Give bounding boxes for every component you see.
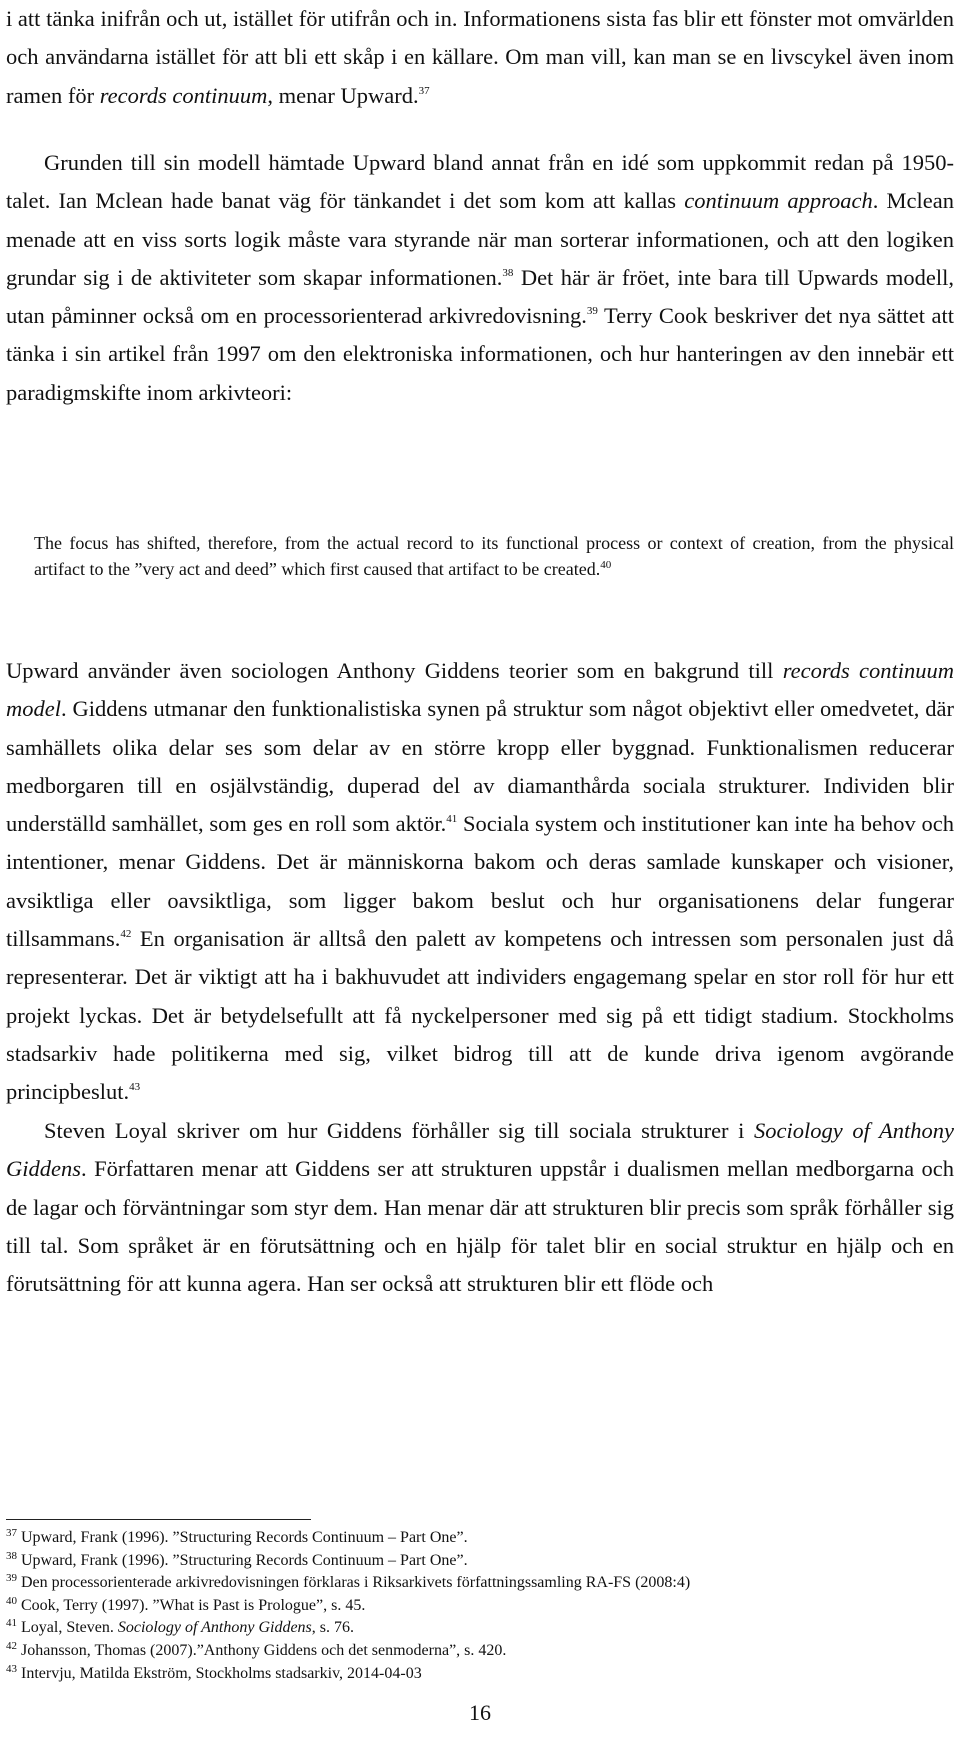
footnote-37 [6, 1527, 954, 1550]
footnote-ref: 38 [502, 266, 514, 279]
footnote-ref: 41 [446, 813, 458, 826]
text-run: . Giddens utmanar den funktionalistiska synen på struktur som något objektivt eller omedvetet, där samhällets olika delar ses som delar av en större kropp eller byggnad. Funktionalismen reducerar medborgaren till en osjälvständig, duperad del av diamanthårda sociala strukturer. Individen blir underställd samhället, som ges en roll som aktör. [6, 696, 954, 837]
text-run: i att tänka inifrån och ut, istället för utifrån och in. Informationens sista fas blir ett fönster mot omvärlden och användarna istället för att bli ett skåp i en källare. Om man vill, kan man se en livscykel även inom ramen för [6, 6, 954, 108]
text-run: Steven Loyal skriver om hur Giddens förhåller sig till sociala strukturer i [44, 1118, 754, 1143]
italic-term: continuum approach [684, 188, 873, 214]
paragraph-3 [6, 652, 954, 1112]
paragraph-4 [6, 1112, 954, 1303]
footnote-ref: 40 [600, 559, 612, 571]
italic-term: Sociology of Anthony Giddens [6, 1118, 954, 1182]
footnote-ref: 42 [120, 928, 132, 941]
footnote-text: , s. 76. [311, 1619, 355, 1637]
text-run: En organisation är alltså den palett av kompetens och intressen som personalen just då representerar. Det är viktigt att ha i bakhuvudet att individers engagemang spelar en stor roll för hur ett projekt lyckas. Det är betydelsefullt att få nyckelpersoner med sig på ett tidigt stadium. Stockholms stadsarkiv hade politikerna med sig, vilket bidrog till att de kunde driva igenom avgörande principbeslut. [6, 926, 954, 1105]
footnote-text: Den processorienterade arkivredovisningen förklaras i Riksarkivets författningssamling RA-FS (2008:4) [21, 1574, 691, 1592]
quote-text: The focus has shifted, therefore, from the actual record to its functional process or context of creation, from the physical artifact to the ”very act and deed” which first caused that artifact to be created. [34, 533, 954, 579]
italic-term: records continuum model [6, 658, 955, 722]
text-run: Terry Cook beskriver det nya sättet att tänka i sin artikel från 1997 om den elektroniska informationen, och hur hanteringen av den innebär ett paradigmskifte inom arkivteori: [6, 303, 954, 405]
footnote-number: 39 [6, 1572, 17, 1585]
block-quote [34, 530, 954, 582]
text-run: Sociala system och institutioner kan inte ha behov och intentioner, menar Giddens. Det är människorna bakom och deras samlade kunskaper och visioner, avsiktliga eller oavsiktliga, som ligger bakom beslut och hur organisationens delar fungerar tillsammans. [6, 811, 954, 952]
footnote-text: Intervju, Matilda Ekström, Stockholms stadsarkiv, 2014-04-03 [21, 1664, 422, 1682]
paragraph-1 [6, 0, 954, 115]
footnote-ref: 39 [586, 305, 598, 318]
page-number: 16 [469, 1700, 491, 1725]
footnote-number: 41 [6, 1617, 17, 1630]
footnote-number: 43 [6, 1662, 17, 1675]
footnote-38 [6, 1550, 954, 1573]
footnotes [6, 1527, 954, 1685]
footnote-number: 38 [6, 1549, 17, 1562]
italic-term: records continuum [99, 82, 268, 108]
footnote-ref: 43 [129, 1081, 141, 1094]
footnote-text: Loyal, Steven. [21, 1619, 118, 1637]
footnote-43 [6, 1663, 954, 1686]
paragraph-2 [6, 144, 954, 412]
text-run: Upward använder även sociologen Anthony Giddens teorier som en bakgrund till [6, 658, 783, 683]
footnote-italic-title: Sociology of Anthony Giddens [117, 1619, 312, 1637]
footnote-divider [6, 1519, 311, 1520]
footnote-number: 37 [6, 1527, 17, 1539]
text-run: . Mclean menade att en viss sorts logik måste vara styrande när man sorterar informationen, och att den logiken grundar sig i de aktiviteter som skapar informationen. [6, 188, 954, 290]
footnote-text: Upward, Frank (1996). ”Structuring Records Continuum – Part One”. [21, 1529, 468, 1546]
footnote-text: Upward, Frank (1996). ”Structuring Records Continuum – Part One”. [21, 1551, 468, 1569]
footnote-text: Cook, Terry (1997). ”What is Past is Prologue”, s. 45. [21, 1596, 366, 1614]
text-run: Grunden till sin modell hämtade Upward bland annat från en idé som uppkommit redan på 1950-talet. Ian Mclean hade banat väg för tänkandet i det som kom att kallas [6, 150, 954, 214]
text-run: . Författaren menar att Giddens ser att strukturen uppstår i dualismen mellan medborgarna och de lagar och förväntningar som styr dem. Han menar där att strukturen blir precis som språk förhåller sig till tal. Som språket är en förutsättning och en hjälp för talet blir en social struktur en hjälp och en förutsättning för att kunna agera. Han ser också att strukturen blir ett flöde och [6, 1156, 954, 1297]
footnote-number: 40 [6, 1594, 17, 1607]
text-run: Det här är fröet, inte bara till Upwards modell, utan påminner också om en processorienterad arkivredovisning. [6, 264, 954, 329]
footnote-number: 42 [6, 1639, 17, 1652]
footnote-41 [6, 1617, 954, 1640]
footnote-39 [6, 1572, 954, 1595]
footnote-42 [6, 1640, 954, 1663]
text-run: , menar Upward. [267, 82, 419, 108]
footnote-40 [6, 1595, 954, 1618]
footnote-ref: 37 [418, 84, 430, 97]
footnote-text: Johansson, Thomas (2007).”Anthony Giddens och det senmoderna”, s. 420. [21, 1641, 507, 1659]
